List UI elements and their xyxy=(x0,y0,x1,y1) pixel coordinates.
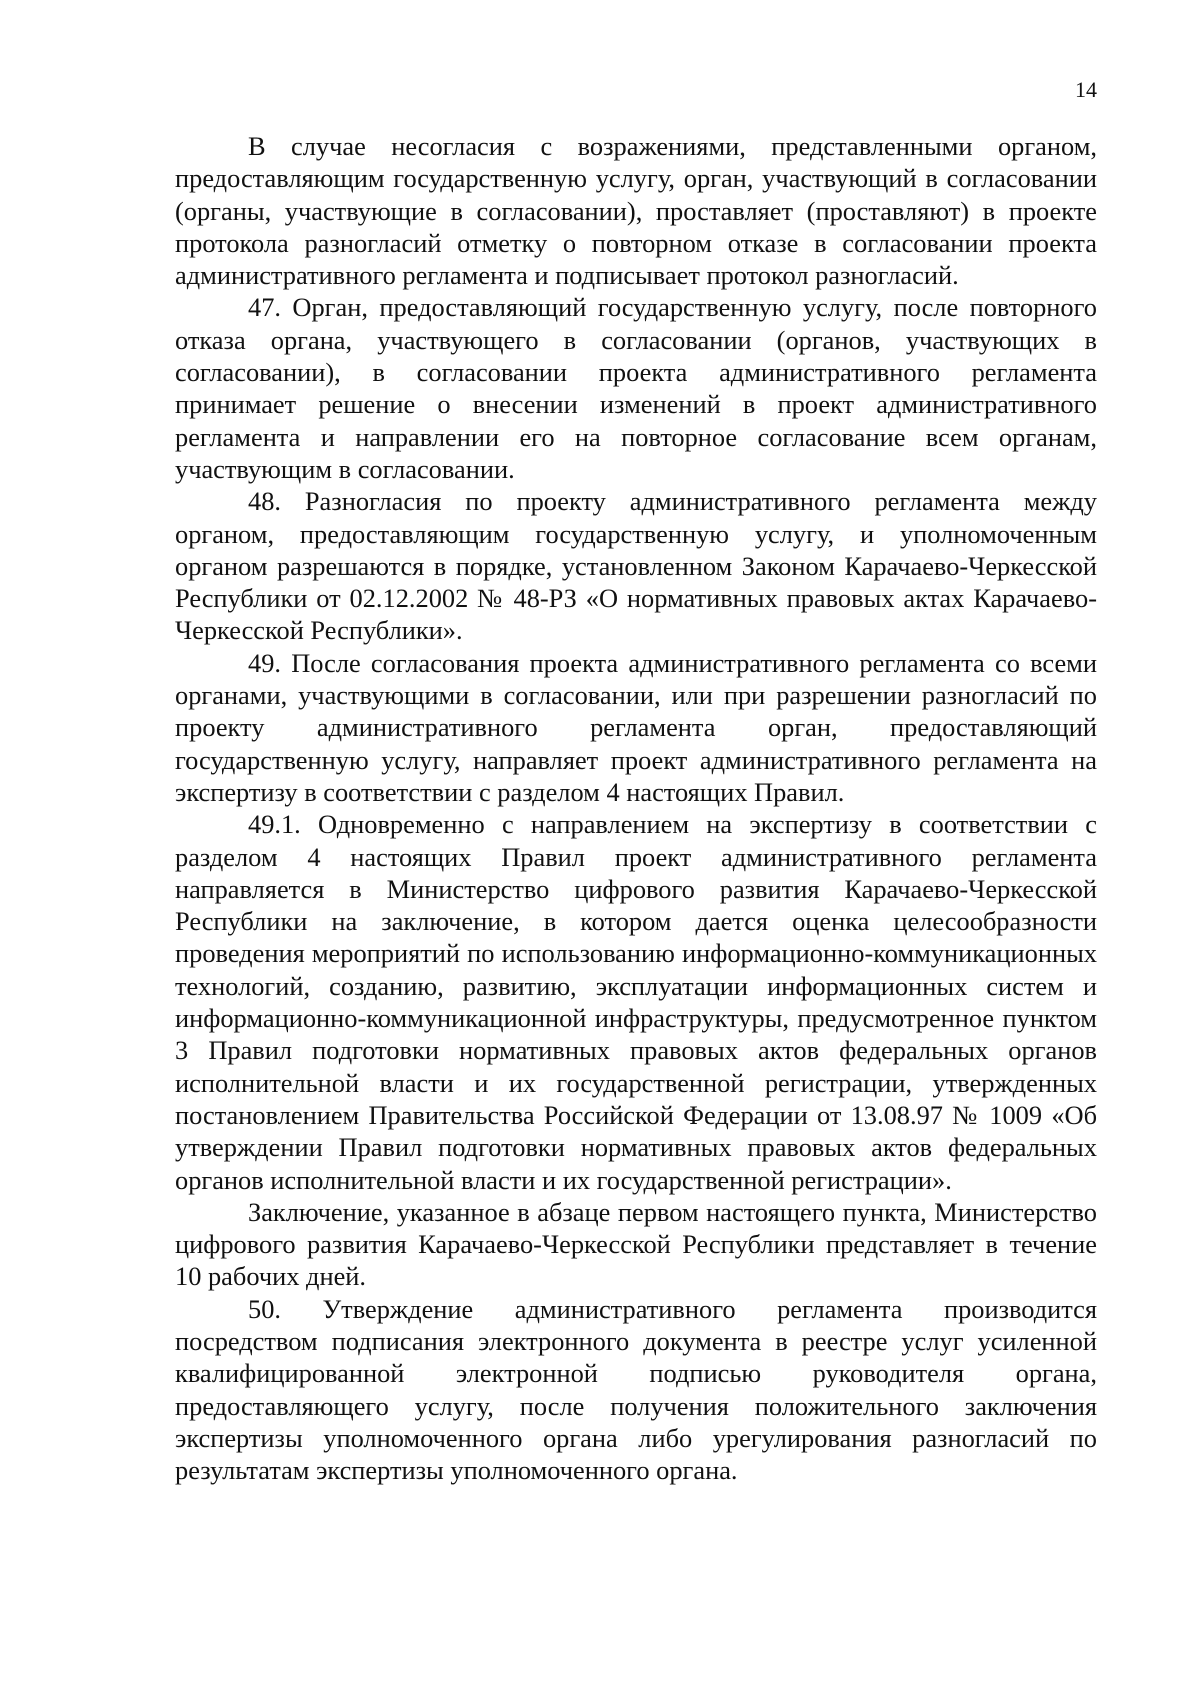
page-number: 14 xyxy=(1075,77,1097,102)
paragraph-49-1: 49.1. Одновременно с направлением на экспертизу в соответствии с разделом 4 настоящих Правил проект административного регламента направляется в Министерство цифрового развития Карачаево-Черкесской Республики на заключение, в котором дается оценка целесообразности проведения мероприятий по использованию информационно-коммуникационных технологий, созданию, развитию, эксплуатации информационных систем и информационно-коммуникационной инфраструктуры, предусмотренное пунктом 3 Правил подготовки нормативных правовых актов федеральных органов исполнительной власти и их государственной регистрации, утвержденных постановлением Правительства Российской Федерации от 13.08.97 № 1009 «Об утверждении Правил подготовки нормативных правовых актов федеральных органов исполнительной власти и их государственной регистрации». xyxy=(175,809,1097,1195)
paragraph-disagreement-repeat-refusal: В случае несогласия с возражениями, представленными органом, предоставляющим государственную услугу, орган, участвующий в согласовании (органы, участвующие в согласовании), проставляет (проставляют) в проекте протокола разногласий отметку о повторном отказе в согласовании проекта административного регламента и подписывает протокол разногласий. xyxy=(175,131,1097,291)
paragraph-49: 49. После согласования проекта административного регламента со всеми органами, участвующими в согласовании, или при разрешении разногласий по проекту административного регламента орган, предоставляющий государственную услугу, направляет проект административного регламента на экспертизу в соответствии с разделом 4 настоящих Правил. xyxy=(175,647,1097,807)
document-body xyxy=(175,130,1097,1486)
paragraph-47: 47. Орган, предоставляющий государственную услугу, после повторного отказа органа, участвующего в согласовании (органов, участвующих в согласовании), в согласовании проекта административного регламента принимает решение о внесении изменений в проект административного регламента и направлении его на повторное согласование всем органам, участвующим в согласовании. xyxy=(175,292,1097,484)
paragraph-50: 50. Утверждение административного регламента производится посредством подписания электронного документа в реестре услуг усиленной квалифицированной электронной подписью руководителя органа, предоставляющего услугу, после получения положительного заключения экспертизы уполномоченного органа либо урегулирования разногласий по результатам экспертизы уполномоченного органа. xyxy=(175,1293,1097,1486)
paragraph-conclusion: Заключение, указанное в абзаце первом настоящего пункта, Министерство цифрового развития Карачаево-Черкесской Республики представляет в течение 10 рабочих дней. xyxy=(175,1196,1097,1292)
paragraph-48: 48. Разногласия по проекту административного регламента между органом, предоставляющим государственную услугу, и уполномоченным органом разрешаются в порядке, установленном Законом Карачаево-Черкесской Республики от 02.12.2002 № 48-РЗ «О нормативных правовых актах Карачаево-Черкесской Республики». xyxy=(175,486,1097,646)
